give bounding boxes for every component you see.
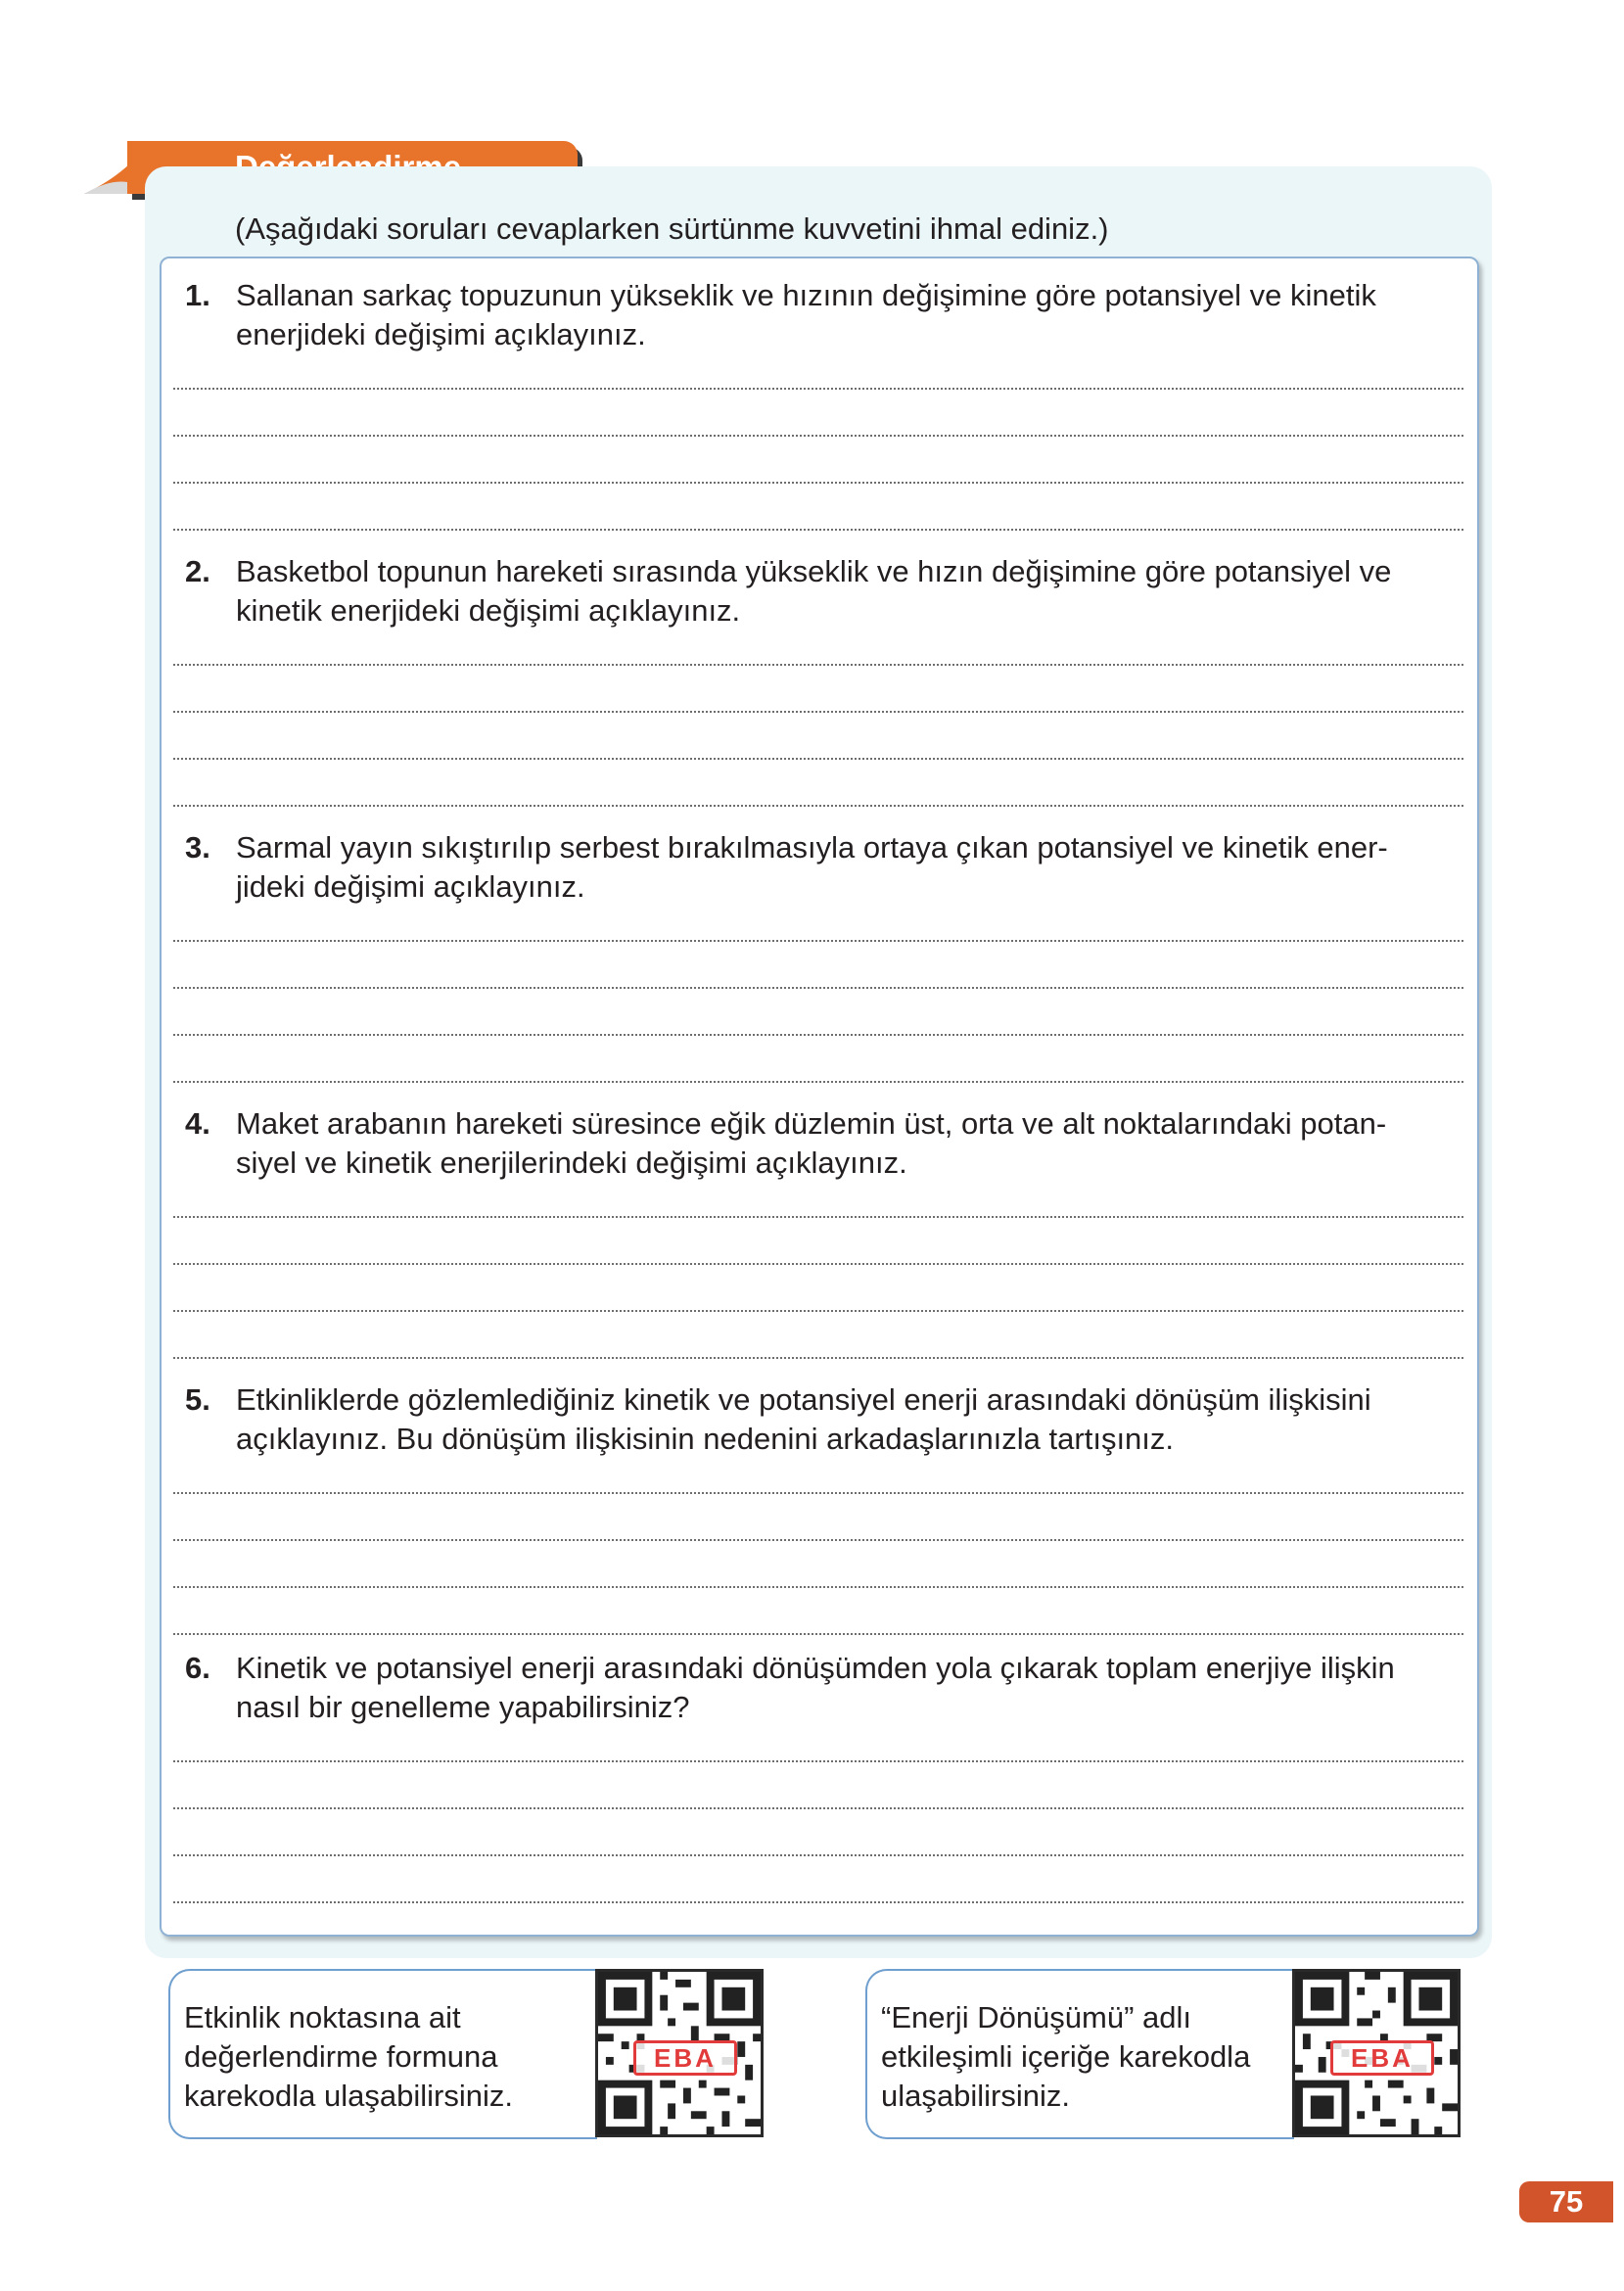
answer-line[interactable] <box>173 1034 1463 1036</box>
answer-line[interactable] <box>173 482 1463 484</box>
answer-line[interactable] <box>173 1357 1463 1359</box>
qr-code-left[interactable] <box>595 1969 764 2137</box>
page-number: 75 <box>1519 2181 1613 2222</box>
answer-line[interactable] <box>173 1263 1463 1265</box>
answer-line[interactable] <box>173 1492 1463 1494</box>
answer-line[interactable] <box>173 1760 1463 1762</box>
question-text: Basketbol topunun hareketi sırasında yükseklik ve hızın değişimine göre potansiyel ve kinetik enerjideki değişimi açıklayınız. <box>236 554 1392 628</box>
answer-line[interactable] <box>173 987 1463 989</box>
answer-line[interactable] <box>173 1807 1463 1809</box>
qr-info-box-left <box>168 1969 597 2139</box>
answer-line[interactable] <box>173 1539 1463 1541</box>
answer-line[interactable] <box>173 1854 1463 1856</box>
answer-line[interactable] <box>173 435 1463 437</box>
eba-logo: EBA <box>1330 2040 1434 2076</box>
qr-code-right[interactable] <box>1292 1969 1461 2137</box>
question-number: 4. <box>185 1106 210 1141</box>
instruction-text: (Aşağıdaki soruları cevaplarken sürtünme kuvvetini ihmal ediniz.) <box>235 211 1109 246</box>
question-text: Sallanan sarkaç topuzunun yükseklik ve hızının değişimine göre potansiyel ve kinetik enerjideki değişimi açıklayınız. <box>236 278 1376 351</box>
question-number: 6. <box>185 1651 210 1685</box>
qr-info-box-right <box>865 1969 1294 2139</box>
question-text: Sarmal yayın sıkıştırılıp serbest bırakılmasıyla ortaya çıkan potansiyel ve kinetik ener- jideki değişimi açıklayınız. <box>236 830 1388 904</box>
answer-line[interactable] <box>173 711 1463 713</box>
question-text: Etkinliklerde gözlemlediğiniz kinetik ve potansiyel enerji arasındaki dönüşüm ilişkisini açıklayınız. Bu dönüşüm ilişkisinin nedenini arkadaşlarınızla tartışınız. <box>236 1382 1371 1456</box>
answer-line[interactable] <box>173 940 1463 942</box>
question-number: 1. <box>185 278 210 312</box>
answer-line[interactable] <box>173 1216 1463 1218</box>
answer-line[interactable] <box>173 1586 1463 1588</box>
question-text: Maket arabanın hareketi süresince eğik düzlemin üst, orta ve alt noktalarındaki potan- siyel ve kinetik enerjilerindeki değişimi açıklayınız. <box>236 1106 1387 1180</box>
answer-line[interactable] <box>173 664 1463 666</box>
answer-line[interactable] <box>173 1901 1463 1903</box>
question-number: 3. <box>185 830 210 865</box>
question-text: Kinetik ve potansiyel enerji arasındaki dönüşümden yola çıkarak toplam enerjiye ilişkin nasıl bir genelleme yapabilirsiniz? <box>236 1651 1395 1724</box>
question-number: 2. <box>185 554 210 588</box>
answer-line[interactable] <box>173 758 1463 760</box>
answer-line[interactable] <box>173 1081 1463 1083</box>
question-number: 5. <box>185 1382 210 1417</box>
qr-info-text: Etkinlik noktasına ait değerlendirme formuna karekodla ulaşabilirsiniz. <box>184 2000 513 2113</box>
answer-line[interactable] <box>173 1310 1463 1312</box>
answer-line[interactable] <box>173 805 1463 807</box>
qr-info-text: “Enerji Dönüşümü” adlı etkileşimli içeriğe karekodla ulaşabilirsiniz. <box>881 2000 1251 2113</box>
eba-logo: EBA <box>633 2040 737 2076</box>
answer-line[interactable] <box>173 388 1463 390</box>
answer-line[interactable] <box>173 529 1463 531</box>
questions-box <box>160 257 1479 1937</box>
answer-line[interactable] <box>173 1633 1463 1635</box>
